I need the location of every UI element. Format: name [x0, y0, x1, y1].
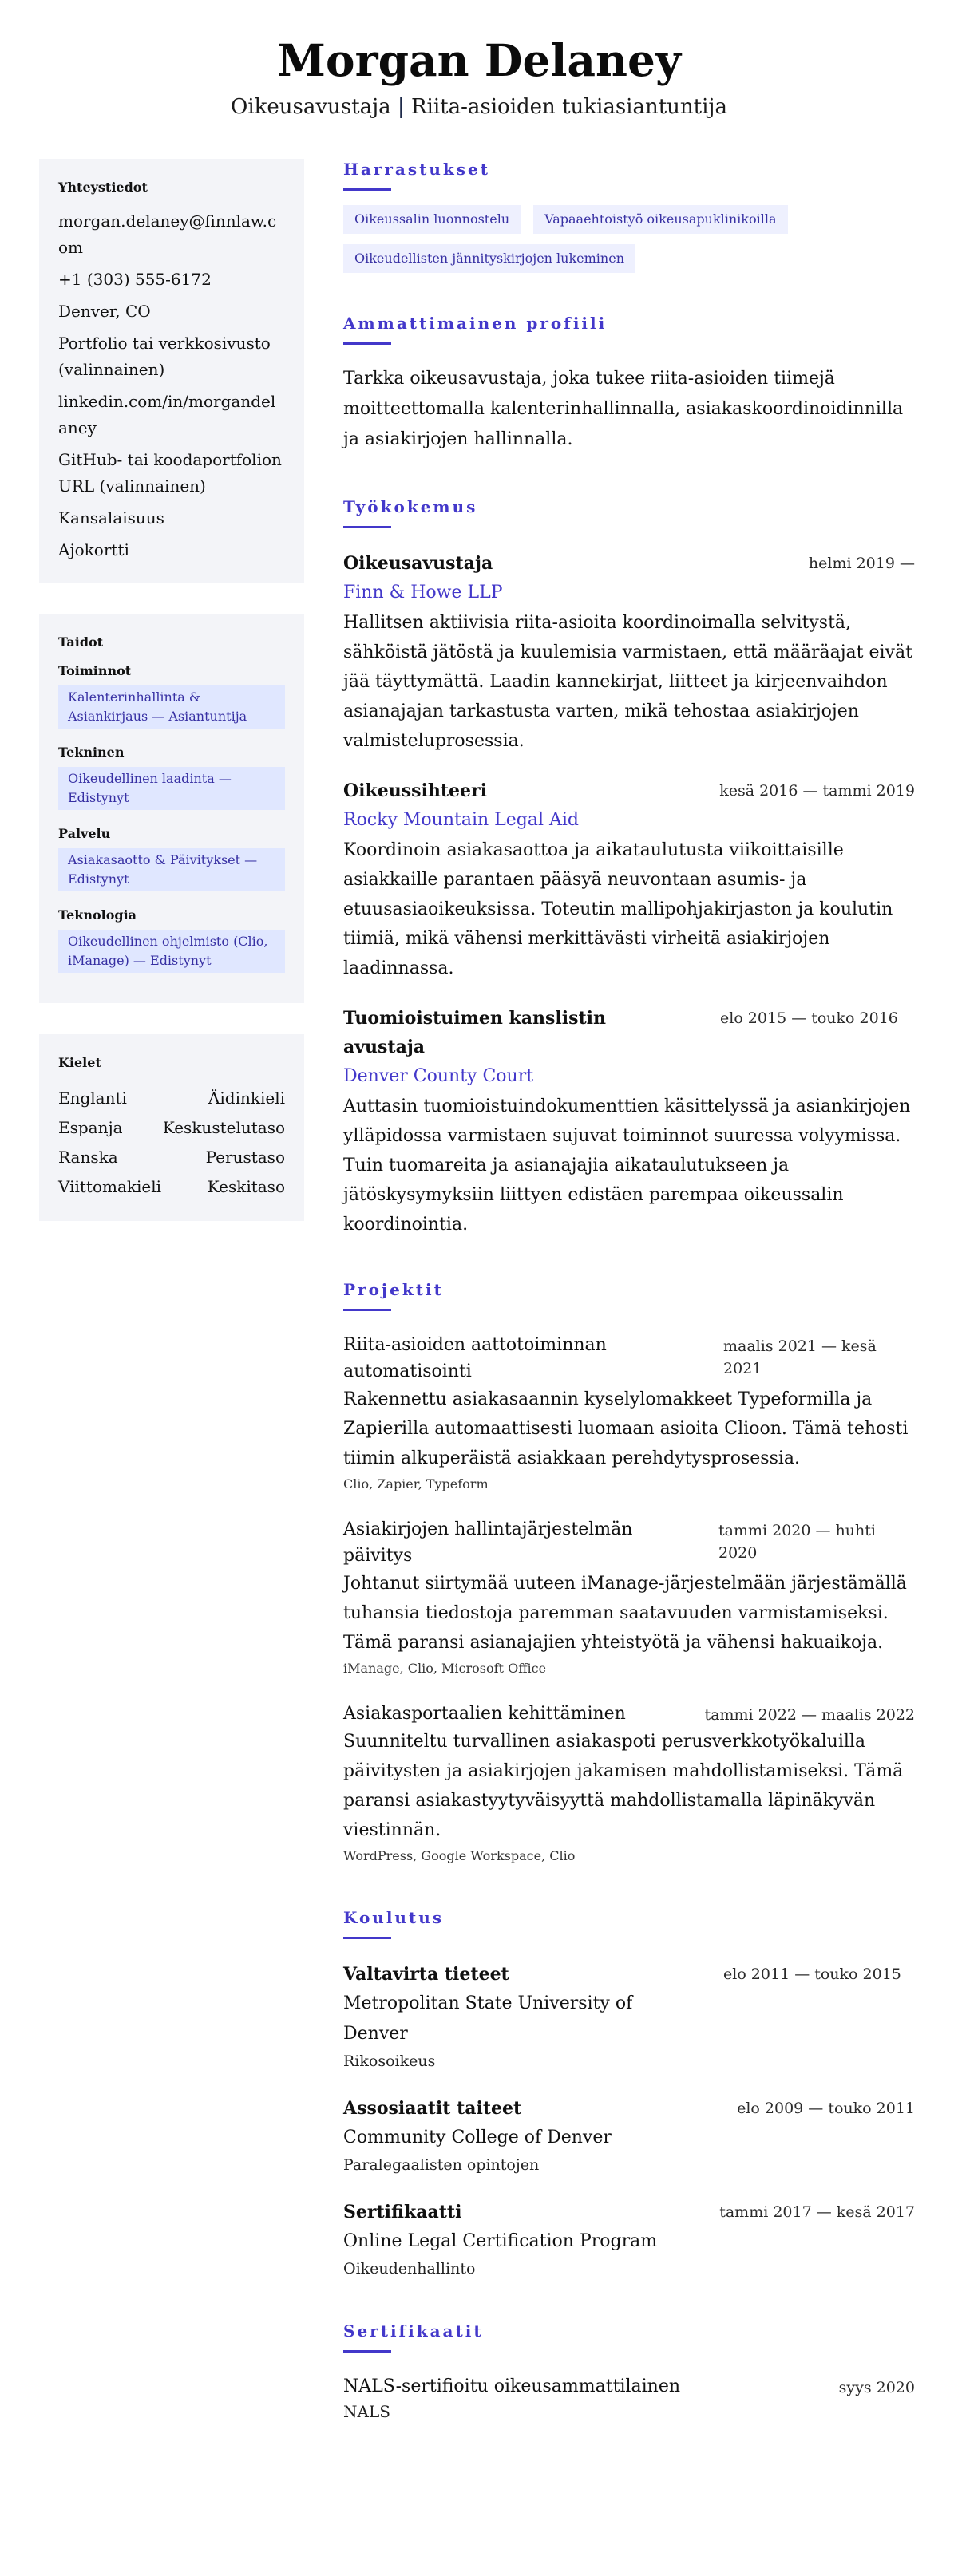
language-name: Espanja — [58, 1118, 123, 1137]
languages-title: Kielet — [58, 1055, 101, 1070]
hobby-tag: Oikeudellisten jännityskirjojen lukeminen — [343, 244, 635, 273]
school: Community College of Denver — [343, 2128, 612, 2147]
section-divider — [343, 342, 391, 345]
field-of-study: Rikosoikeus — [343, 2053, 436, 2070]
contact-github: GitHub- tai koodaportfolion URL (valinnainen) — [58, 450, 282, 496]
contact-location: Denver, CO — [58, 302, 151, 321]
job-entry — [343, 1004, 915, 1239]
skills-title: Taidot — [58, 634, 104, 650]
project-name: Riita-asioiden aattotoiminnan automatisointi — [343, 1335, 607, 1381]
section-title: Ammattimainen profiili — [343, 314, 608, 333]
section-divider — [343, 188, 391, 191]
languages-card — [39, 1034, 304, 1221]
contact-linkedin[interactable]: linkedin.com/in/morgandelaney — [58, 392, 276, 437]
skill-group-title: Teknologia — [58, 907, 137, 923]
job-description: Auttasin tuomioistuindokumenttien käsittelyssä ja asiankirjojen ylläpidossa varmistaen sujuvat toiminnot suuressa volyymissa. Tuin tuomareita ja asianajajia aikataulutukseen ja jätöskysymyksiin liittyen edistäen parempaa oikeussalin koordinointia. — [343, 1096, 911, 1235]
education-date: elo 2009 — touko 2011 — [737, 2100, 915, 2117]
hobbies-section — [343, 159, 915, 273]
school: Online Legal Certification Program — [343, 2231, 658, 2251]
job-description: Koordinoin asiakasaottoa ja aikataulutusta viikoittaisille asiakkaille parantaen pääsyä neuvontaan asumis- ja etuusasiaoikeuksissa. Toteutin mallipohjakirjaston ja koulutin tiimiä, mikä vähensi merkittävästi virheitä asiakirjojen laadinnassa. — [343, 840, 893, 978]
degree: Sertifikaatti — [343, 2202, 462, 2222]
job-company: Finn & Howe LLP — [343, 583, 503, 603]
certification-date: syys 2020 — [838, 2379, 915, 2396]
skill-group — [58, 662, 285, 729]
contact-portfolio: Portfolio tai verkkosivusto (valinnainen) — [58, 334, 271, 379]
job-role: Oikeusavustaja — [343, 553, 493, 574]
experience-section — [343, 496, 915, 1239]
field-of-study: Paralegaalisten opintojen — [343, 2156, 540, 2174]
language-row — [58, 1084, 285, 1113]
education-entry — [343, 2198, 915, 2281]
certification-name: NALS-sertifioitu oikeusammattilainen — [343, 2376, 681, 2396]
certification-issuer: NALS — [343, 2402, 390, 2421]
certification-entry — [343, 2373, 915, 2424]
resume-body — [39, 159, 915, 2463]
project-tech: WordPress, Google Workspace, Clio — [343, 1848, 576, 1863]
certifications-section — [343, 2321, 915, 2424]
education-main — [343, 2094, 612, 2177]
contact-title: Yhteystiedot — [58, 180, 148, 195]
job-role: Oikeussihteeri — [343, 780, 487, 801]
resume-header — [0, 0, 958, 121]
education-main — [343, 1960, 679, 2073]
project-tech: Clio, Zapier, Typeform — [343, 1476, 489, 1491]
title-secondary: Riita-asioiden tukiasiantuntija — [410, 95, 727, 119]
section-divider — [343, 2350, 391, 2353]
section-title: Harrastukset — [343, 160, 491, 179]
section-title: Projektit — [343, 1280, 444, 1299]
person-name: Morgan Delaney — [277, 34, 681, 86]
sidebar — [39, 159, 304, 2463]
profile-section — [343, 313, 915, 455]
job-role: Tuomioistuimen kanslistin avustaja — [343, 1008, 607, 1057]
education-date: tammi 2017 — kesä 2017 — [719, 2203, 915, 2221]
projects-section — [343, 1279, 915, 1867]
project-description: Johtanut siirtymää uuteen iManage-järjestelmään järjestämällä tuhansia tiedostoja paremman saatavuuden varmistamiseksi. Tämä paransi asianajajien yhteistyötä ja vähensi hakuaikoja. — [343, 1574, 907, 1653]
education-entry — [343, 1960, 915, 2073]
section-title: Työkokemus — [343, 497, 478, 516]
education-main — [343, 2198, 657, 2281]
skill-group-title: Tekninen — [58, 745, 125, 760]
contact-phone[interactable]: +1 (303) 555-6172 — [58, 270, 212, 289]
section-title: Koulutus — [343, 1908, 445, 1927]
job-entry — [343, 776, 915, 983]
language-row — [58, 1172, 285, 1202]
project-entry — [343, 1516, 915, 1680]
language-level: Keskustelutaso — [162, 1118, 285, 1137]
language-level: Keskitaso — [207, 1177, 285, 1196]
skill-tag: Oikeudellinen ohjelmisto (Clio, iManage) — Edistynyt — [58, 930, 285, 973]
main-content — [343, 159, 915, 2463]
education-entry — [343, 2094, 915, 2177]
hobby-tag: Vapaaehtoistyö oikeusapuklinikoilla — [533, 205, 787, 234]
title-separator: | — [397, 95, 405, 119]
section-divider — [343, 1937, 391, 1939]
language-row — [58, 1143, 285, 1172]
project-entry — [343, 1332, 915, 1495]
hobby-tag: Oikeussalin luonnostelu — [343, 205, 521, 234]
degree: Valtavirta tieteet — [343, 1964, 509, 1985]
profile-summary: Tarkka oikeusavustaja, joka tukee riita-asioiden tiimejä moitteettomalla kalenterinhallinnalla, asiakaskoordinoidinnilla ja asiakirjojen hallinnalla. — [343, 369, 904, 449]
job-title — [0, 93, 958, 121]
school: Metropolitan State University of Denver — [343, 1993, 633, 2044]
job-date: kesä 2016 — tammi 2019 — [719, 782, 915, 800]
hobby-tags — [343, 205, 915, 273]
skill-group — [58, 906, 285, 973]
project-date: tammi 2020 — huhti 2020 — [718, 1522, 876, 1562]
contact-card — [39, 159, 304, 583]
contact-license: Ajokortti — [58, 540, 129, 559]
project-date: maalis 2021 — kesä 2021 — [723, 1337, 877, 1377]
project-tech: iManage, Clio, Microsoft Office — [343, 1661, 547, 1676]
skill-group — [58, 743, 285, 810]
skill-group — [58, 824, 285, 891]
skills-card — [39, 614, 304, 1003]
skill-group-title: Toiminnot — [58, 663, 132, 678]
section-divider — [343, 1309, 391, 1311]
project-description: Rakennettu asiakasaannin kyselylomakkeet Typeformilla ja Zapierilla automaattisesti luomaan asioita Clioon. Tämä tehosti tiimin alkuperäistä asiakkaan perehdytysprosessia. — [343, 1389, 909, 1468]
job-company: Rocky Mountain Legal Aid — [343, 810, 580, 830]
project-name: Asiakirjojen hallintajärjestelmän päivitys — [343, 1519, 633, 1566]
title-primary: Oikeusavustaja — [231, 95, 391, 119]
degree: Assosiaatit taiteet — [343, 2098, 522, 2119]
section-title: Sertifikaatit — [343, 2321, 484, 2341]
language-name: Englanti — [58, 1088, 127, 1108]
project-entry — [343, 1701, 915, 1867]
skill-tag: Oikeudellinen laadinta — Edistynyt — [58, 767, 285, 810]
language-name: Ranska — [58, 1148, 118, 1167]
skill-group-title: Palvelu — [58, 826, 111, 841]
language-row — [58, 1113, 285, 1143]
job-company: Denver County Court — [343, 1066, 534, 1086]
project-description: Suunniteltu turvallinen asiakaspoti perusverkkotyökaluilla päivitysten ja asiakirjojen jakamisen mahdollistamiseksi. Tämä paransi asiakastyytyväisyyttä mahdollistamalla läpinäkyvän viestinnän. — [343, 1732, 904, 1840]
job-description: Hallitsen aktiivisia riita-asioita koordinoimalla selvitystä, sähköistä jätöstä ja kuulemisia varmistaen, että määräajat eivät jää täyttymättä. Laadin kannekirjat, liitteet ja kirjeenvaihdon asianajajan tarkastusta varten, mikä tehostaa asiakirjojen valmisteluprosessia. — [343, 613, 912, 751]
project-date: tammi 2022 — maalis 2022 — [704, 1706, 915, 1724]
section-divider — [343, 526, 391, 528]
skill-tag: Asiakasaotto & Päivitykset — Edistynyt — [58, 848, 285, 891]
job-date: helmi 2019 — — [808, 555, 915, 572]
education-date: elo 2011 — touko 2015 — [723, 1966, 901, 1983]
skill-tag: Kalenterinhallinta & Asiankirjaus — Asiantuntija — [58, 685, 285, 729]
language-level: Perustaso — [205, 1148, 285, 1167]
job-entry — [343, 549, 915, 756]
contact-citizenship: Kansalaisuus — [58, 508, 164, 527]
language-level: Äidinkieli — [208, 1088, 285, 1108]
education-section — [343, 1907, 915, 2281]
field-of-study: Oikeudenhallinto — [343, 2260, 476, 2278]
project-name: Asiakasportaalien kehittäminen — [343, 1704, 626, 1724]
job-date: elo 2015 — touko 2016 — [720, 1009, 898, 1027]
contact-email[interactable]: morgan.delaney@finnlaw.com — [58, 211, 277, 257]
language-name: Viittomakieli — [58, 1177, 162, 1196]
